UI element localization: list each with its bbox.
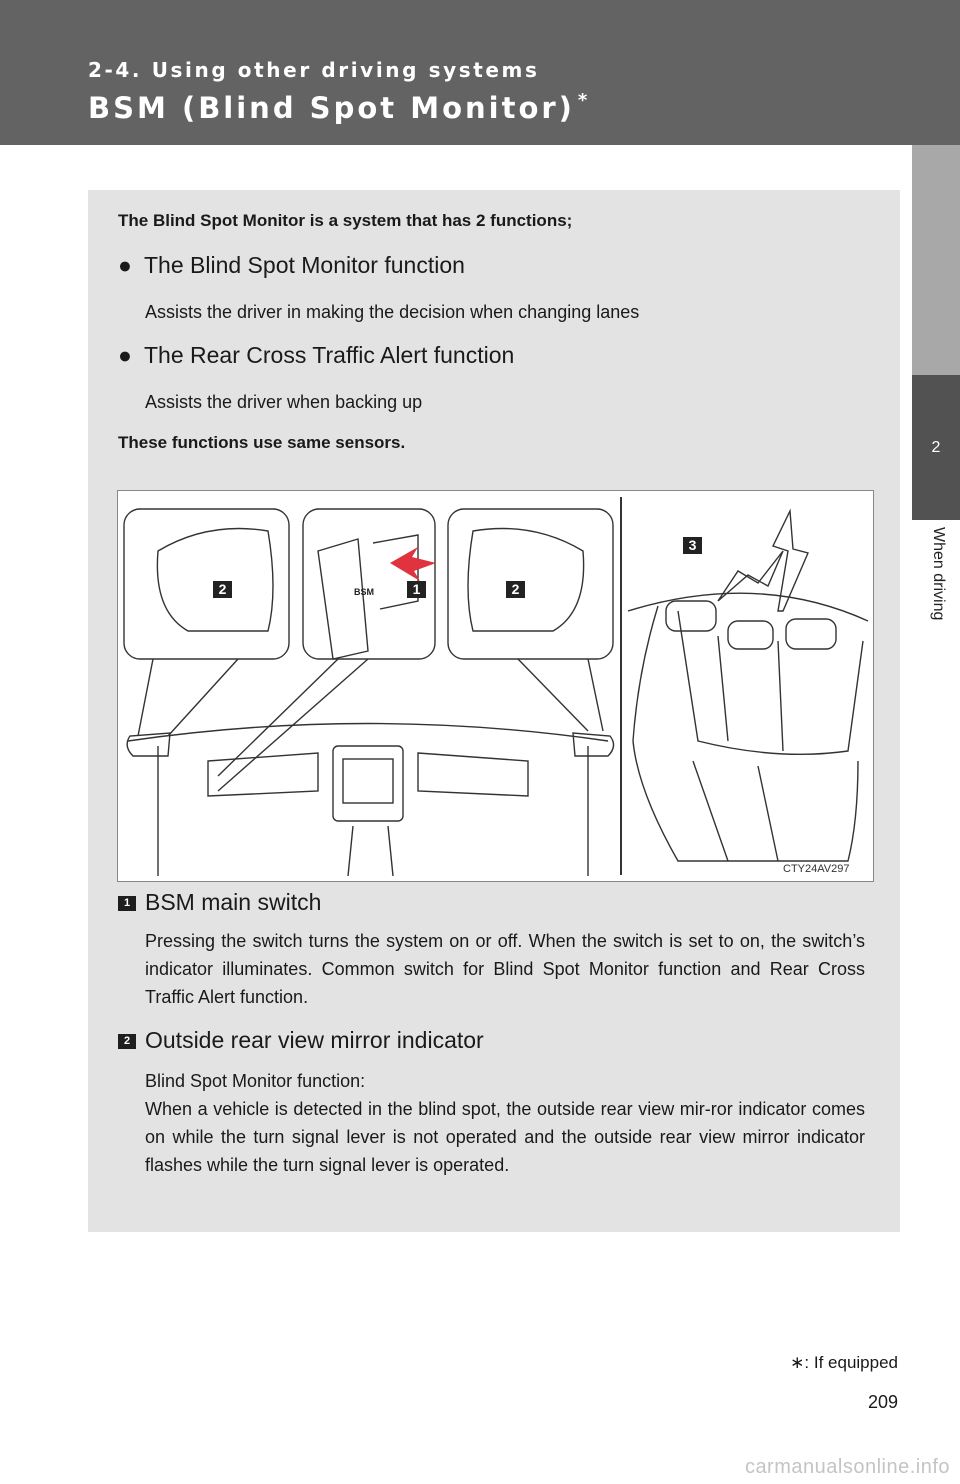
bsm-illustration	[117, 490, 874, 882]
if-equipped-marker: *	[577, 90, 591, 111]
definition-marker: 2	[118, 1034, 136, 1049]
page-number: 209	[867, 1392, 898, 1412]
callout-2-left: 2	[213, 581, 232, 598]
page-header	[0, 0, 960, 145]
bullet-item	[118, 342, 514, 369]
callout-2-right: 2	[506, 581, 525, 598]
definition-title: Outside rear view mirror indicator	[145, 1027, 484, 1053]
callout-1: 1	[407, 581, 426, 598]
definition-text: Pressing the switch turns the system on or off. When the switch is set to on, the switch’s indicator illuminates. Common switch for Blind Spot Monitor function and Rear Cross Traffic Alert function.	[145, 931, 865, 1007]
bullet-marker: ●	[118, 342, 132, 368]
image-code: CTY24AV297	[783, 863, 850, 875]
chapter-number-tab: 2	[912, 375, 960, 520]
callout-3: 3	[683, 537, 702, 554]
definition-text: When a vehicle is detected in the blind spot, the outside rear view mir-ror indicator comes on while the turn signal lever is not operated and the outside rear view mirror indicator flashes while the turn signal lever is operated.	[145, 1099, 865, 1175]
bullet-marker: ●	[118, 252, 132, 278]
footnote: ∗: If equipped	[790, 1353, 898, 1372]
bullet-item	[118, 252, 465, 279]
watermark: carmanualsonline.info	[744, 1456, 950, 1478]
press-arrow-icon	[390, 547, 436, 581]
closing-note: These functions use same sensors.	[118, 433, 406, 452]
definition-marker: 1	[118, 896, 136, 911]
bullet-description: Assists the driver when backing up	[145, 392, 423, 412]
bullet-title: The Rear Cross Traffic Alert function	[144, 342, 515, 368]
chapter-label: When driving	[930, 527, 947, 621]
switch-label: BSM	[354, 587, 374, 597]
section-label: 2-4. Using other driving systems	[88, 58, 540, 82]
dashboard-line-drawing	[118, 491, 873, 881]
side-tab-upper	[912, 145, 960, 375]
bullet-description: Assists the driver in making the decision when changing lanes	[145, 302, 640, 322]
page-title	[88, 90, 590, 125]
bullet-title: The Blind Spot Monitor function	[144, 252, 465, 278]
definition-title: BSM main switch	[145, 889, 322, 915]
page-title-text: BSM (Blind Spot Monitor)	[88, 91, 575, 125]
definition-text: Blind Spot Monitor function:	[145, 1071, 366, 1091]
intro-lead: The Blind Spot Monitor is a system that has 2 functions;	[118, 211, 573, 230]
